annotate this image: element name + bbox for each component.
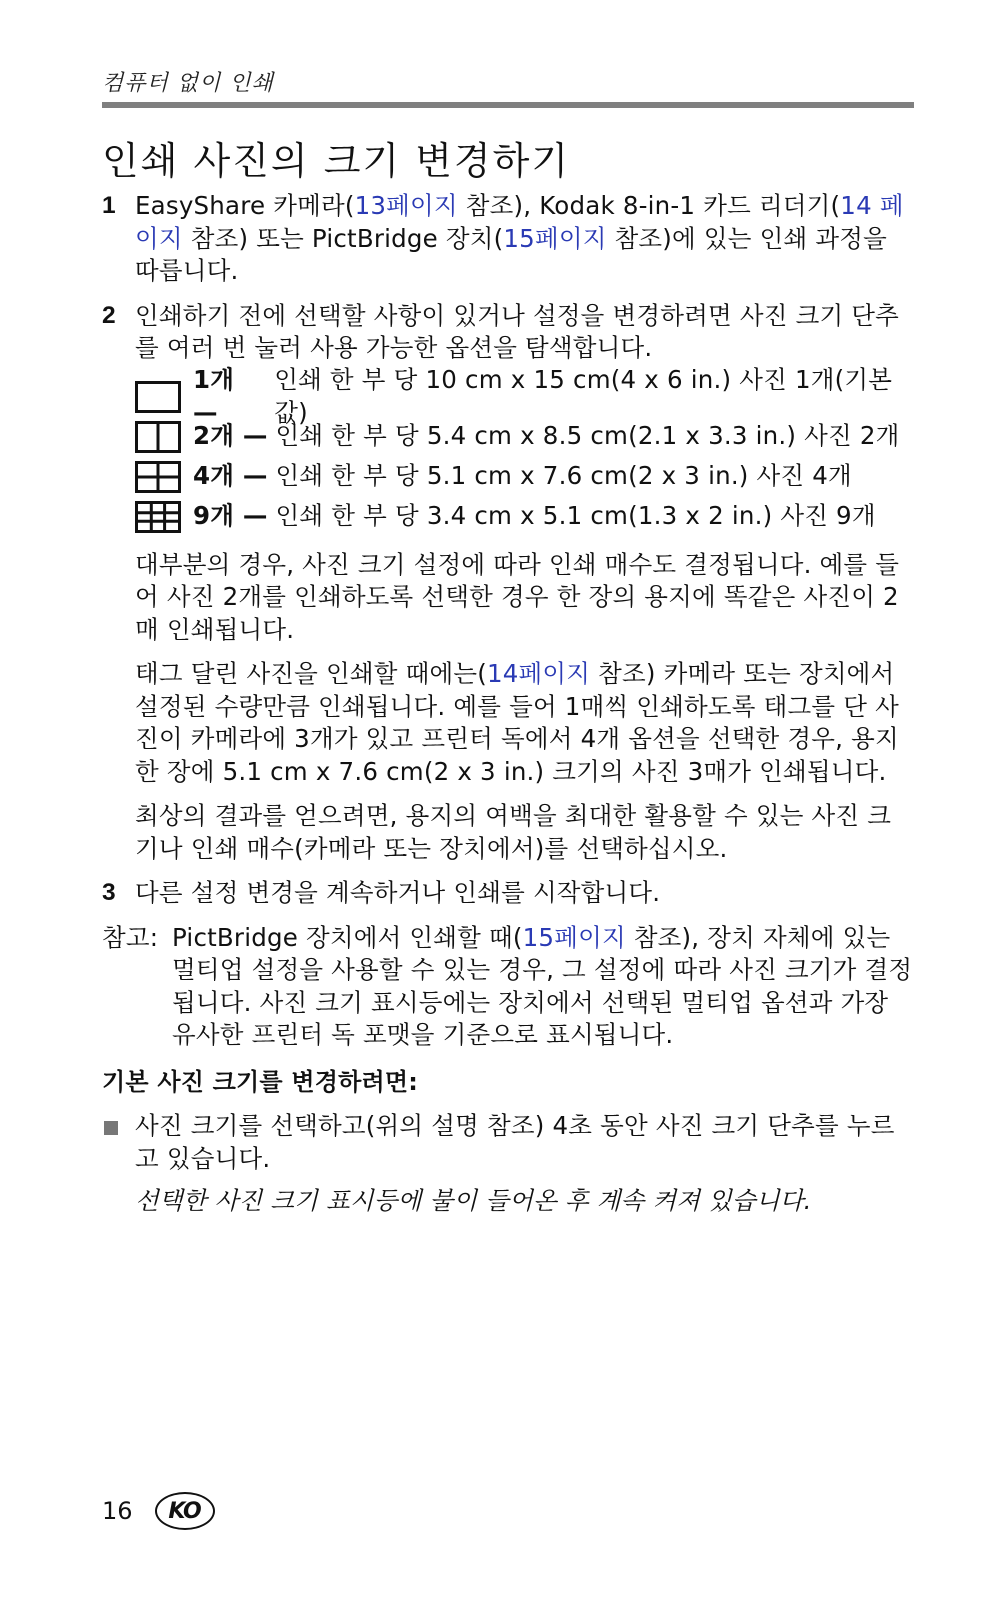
page-link-14[interactable]: 14페이지 [486, 659, 591, 688]
step-number: 1 [102, 192, 116, 219]
two-photo-icon [135, 421, 181, 453]
step-text: 참조) 또는 PictBridge 장치( [182, 223, 504, 253]
step-text: EasyShare 카메라( [135, 191, 355, 220]
single-photo-icon [135, 381, 181, 413]
note [102, 922, 914, 1052]
body-content [102, 190, 914, 1218]
step-text: 참조), Kodak 8-in-1 카드 리더기( [457, 191, 841, 220]
nine-photo-icon [135, 501, 181, 533]
step-text: 인쇄하기 전에 선택할 사항이 있거나 설정을 변경하려면 사진 크기 단추를 여러 번 눌러 사용 가능한 옵션을 탐색합니다. [135, 300, 900, 362]
step-2 [102, 300, 914, 365]
option-row-2up [135, 417, 914, 457]
result-text: 선택한 사진 크기 표시등에 불이 들어온 후 계속 켜져 있습니다. [135, 1186, 812, 1215]
page-title: 인쇄 사진의 크기 변경하기 [102, 139, 571, 183]
page-link-13[interactable]: 13페이지 [354, 191, 458, 220]
page-link-15[interactable]: 15페이지 [503, 223, 607, 253]
option-description: 인쇄 한 부 당 3.4 cm x 5.1 cm(1.3 x 2 in.) 사진 9개 [275, 501, 876, 531]
step-1 [102, 190, 914, 288]
note-text: 참조), 장치 자체에 있는 멀티업 설정을 사용할 수 있는 경우, 그 설정에 따라 사진 크기가 결정됩니다. 사진 크기 표시등에는 장치에서 선택된 멀티업 옵션과 가장 유사한 프린터 독 포맷을 기준으로 표시됩니다. [172, 922, 913, 1049]
step-text: 다른 설정 변경을 계속하거나 인쇄를 시작합니다. [135, 878, 661, 907]
bullet-item [102, 1110, 914, 1175]
paragraph-print-count: 대부분의 경우, 사진 크기 설정에 따라 인쇄 매수도 결정됩니다. 예를 들어 사진 2개를 인쇄하도록 선택한 경우 한 장의 용지에 똑같은 사진이 2매 인쇄됩니다. [135, 549, 900, 644]
paragraph-text: 태그 달린 사진을 인쇄할 때에는( [135, 659, 487, 688]
step-number: 3 [102, 879, 116, 906]
option-row-1up [135, 365, 914, 427]
language-badge: KO [155, 1492, 215, 1530]
option-count: 2개 — [193, 421, 268, 451]
note-text: PictBridge 장치에서 인쇄할 때( [172, 922, 523, 952]
option-row-9up [135, 497, 914, 537]
step-3 [102, 877, 914, 910]
section-heading: 기본 사진 크기를 변경하려면: [102, 1067, 419, 1096]
paragraph-tagged-photos [135, 658, 914, 788]
option-row-4up [135, 457, 914, 497]
page-number: 16 [102, 1497, 133, 1525]
option-description: 인쇄 한 부 당 5.4 cm x 8.5 cm(2.1 x 3.3 in.) 사진 2개 [275, 421, 900, 451]
option-description: 인쇄 한 부 당 10 cm x 15 cm(4 x 6 in.) 사진 1개(기본값) [274, 365, 893, 427]
bullet-square-icon [104, 1121, 118, 1135]
print-size-options [135, 365, 914, 537]
option-count: 4개 — [193, 461, 268, 491]
page-link-15[interactable]: 15페이지 [522, 922, 626, 952]
step-number: 2 [102, 301, 116, 329]
option-count: 9개 — [193, 501, 268, 531]
four-photo-icon [135, 461, 181, 493]
header-rule [102, 102, 914, 108]
step-text: 참조)에 있는 인쇄 과정을 따릅니다. [135, 223, 887, 285]
page-footer [102, 1492, 215, 1530]
note-label: 참고: [102, 922, 159, 952]
option-count: 1개 — [193, 365, 235, 427]
paragraph-text: 참조) 카메라 또는 장치에서 설정된 수량만큼 인쇄됩니다. 예를 들어 1매씩 인쇄하도록 태그를 단 사진이 카메라에 3개가 있고 프린터 독에서 4개 옵션을 선택한 경우, 용지 한 장에 5.1 cm x 7.6 cm(2 x 3 in.) 크기의 사진 3매가 인쇄됩니다. [135, 659, 899, 786]
paragraph-best-results: 최상의 결과를 얻으려면, 용지의 여백을 최대한 활용할 수 있는 사진 크기나 인쇄 매수(카메라 또는 장치에서)를 선택하십시오. [135, 801, 892, 863]
running-header: 컴퓨터 없이 인쇄 [102, 71, 274, 96]
bullet-text: 사진 크기를 선택하고(위의 설명 참조) 4초 동안 사진 크기 단추를 누르고 있습니다. [135, 1111, 895, 1173]
option-description: 인쇄 한 부 당 5.1 cm x 7.6 cm(2 x 3 in.) 사진 4개 [275, 461, 852, 491]
page-link-14[interactable]: 14 페이지 [135, 191, 904, 253]
